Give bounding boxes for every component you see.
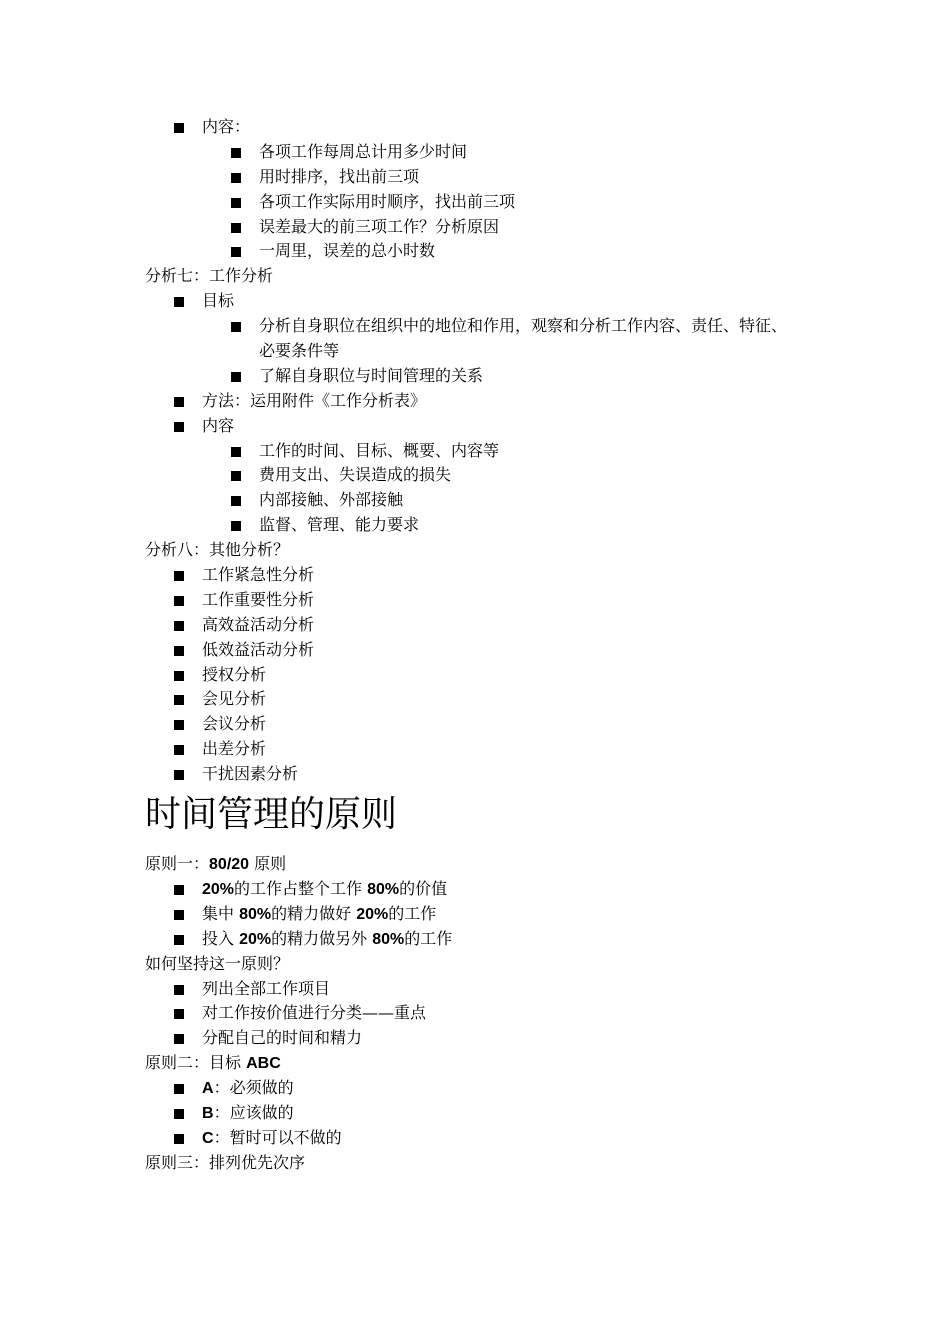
section-label [145,538,845,563]
square-bullet-icon [174,745,184,755]
list-item [145,115,845,140]
item-text: 用时排序，找出前三项 [259,166,420,186]
square-bullet-icon [231,173,241,183]
item-text: 原则二：目标 [145,1053,247,1073]
square-bullet-icon [174,621,184,631]
list-item [145,364,845,389]
item-text: 目标 [202,291,235,311]
item-text: 的精力做另外 [271,928,373,948]
list-item [145,1076,845,1101]
square-bullet-icon [174,123,184,133]
item-text: 低效益活动分析 [202,639,315,659]
item-text: 费用支出、失误造成的损失 [259,465,452,485]
item-text: 的工作占整个工作 [234,878,368,898]
square-bullet-icon [174,1109,184,1119]
item-text: 出差分析 [202,739,267,759]
section-heading: 时间管理的原则 [145,794,398,836]
item-text: 分析七：工作分析 [145,266,274,286]
item-text: 会见分析 [202,689,267,709]
square-bullet-icon [231,471,241,481]
item-text: 内容 [202,415,235,435]
emphasis-text: 80% [367,880,400,898]
list-item [145,239,845,264]
list-item [145,762,845,787]
item-text: 工作紧急性分析 [202,565,315,585]
list-item [145,289,845,314]
item-text: 方法：运用附件《工作分析表》 [202,390,427,410]
item-text: ：应该做的 [213,1102,294,1122]
item-text: 分析八：其他分析？ [145,540,290,560]
list-item [145,1001,845,1026]
section-label [145,1151,845,1176]
principles-list [145,852,845,1176]
list-item [145,902,845,927]
square-bullet-icon [231,223,241,233]
item-text: ：暂时可以不做的 [213,1127,342,1147]
list-item [145,1101,845,1126]
item-text: 原则一： [145,854,210,874]
item-text: 必要条件等 [259,341,340,361]
list-item [145,613,845,638]
item-text: 工作重要性分析 [202,589,315,609]
emphasis-text: 80/20 [209,856,250,874]
list-item [145,877,845,902]
emphasis-text: B [202,1104,214,1122]
list-item [145,588,845,613]
list-item [145,463,845,488]
square-bullet-icon [231,247,241,257]
square-bullet-icon [174,1134,184,1144]
square-bullet-icon [174,1034,184,1044]
item-text: 对工作按价值进行分类——重点 [202,1003,427,1023]
item-text: 各项工作每周总计用多少时间 [259,141,468,161]
section-label [145,952,845,977]
item-text: 集中 [202,903,240,923]
item-text: 如何坚持这一原则？ [145,953,290,973]
square-bullet-icon [231,148,241,158]
list-item [145,687,845,712]
list-item [145,663,845,688]
square-bullet-icon [174,297,184,307]
item-text: ：必须做的 [213,1078,294,1098]
square-bullet-icon [174,646,184,656]
emphasis-text: 80% [239,905,272,923]
square-bullet-icon [231,322,241,332]
list-item [145,190,845,215]
square-bullet-icon [174,720,184,730]
list-item [145,1026,845,1051]
section-label [145,852,845,877]
item-text: 内部接触、外部接触 [259,490,404,510]
item-text: 原则三：排列优先次序 [145,1152,306,1172]
item-text: 误差最大的前三项工作？分析原因 [259,216,500,236]
item-text: 了解自身职位与时间管理的关系 [259,365,484,385]
document-content [145,115,845,1176]
section-label [145,264,845,289]
list-item [145,314,845,339]
item-text: 内容： [202,117,251,136]
item-text: 的价值 [399,878,448,898]
item-text: 监督、管理、能力要求 [259,515,420,535]
item-text: 的工作 [388,903,437,923]
list-item [145,339,845,364]
square-bullet-icon [174,770,184,780]
square-bullet-icon [231,521,241,531]
item-text: 原则 [249,854,287,874]
list-item [145,977,845,1002]
square-bullet-icon [174,596,184,606]
item-text: 一周里，误差的总小时数 [259,241,436,261]
list-item [145,513,845,538]
square-bullet-icon [174,985,184,995]
emphasis-text: 80% [372,930,405,948]
item-text: 分析自身职位在组织中的地位和作用，观察和分析工作内容、责任、特征、 [259,316,788,336]
list-item [145,165,845,190]
list-item [145,563,845,588]
list-item [145,439,845,464]
square-bullet-icon [174,1084,184,1094]
list-item [145,140,845,165]
square-bullet-icon [231,496,241,506]
square-bullet-icon [174,422,184,432]
item-text: 各项工作实际用时顺序，找出前三项 [259,191,516,211]
emphasis-text: C [202,1129,214,1147]
section-label [145,1051,845,1076]
list-item [145,414,845,439]
item-text: 列出全部工作项目 [202,978,331,998]
list-item [145,737,845,762]
square-bullet-icon [174,671,184,681]
item-text: 高效益活动分析 [202,614,315,634]
list-item [145,389,845,414]
item-text: 的精力做好 [271,903,357,923]
list-item [145,638,845,663]
list-item [145,712,845,737]
square-bullet-icon [174,397,184,407]
square-bullet-icon [231,372,241,382]
emphasis-text: 20% [202,880,235,898]
square-bullet-icon [174,1009,184,1019]
list-item [145,215,845,240]
analysis-list [145,115,845,787]
square-bullet-icon [174,695,184,705]
item-text: 干扰因素分析 [202,764,299,784]
square-bullet-icon [174,885,184,895]
square-bullet-icon [174,910,184,920]
emphasis-text: ABC [246,1055,281,1073]
square-bullet-icon [174,935,184,945]
list-item [145,488,845,513]
emphasis-text: A [202,1080,214,1098]
list-item [145,1126,845,1151]
emphasis-text: 20% [356,905,389,923]
item-text: 的工作 [404,928,453,948]
emphasis-text: 20% [239,930,272,948]
item-text: 分配自己的时间和精力 [202,1028,363,1048]
list-item [145,927,845,952]
item-text: 授权分析 [202,664,267,684]
item-text: 会议分析 [202,714,267,734]
square-bullet-icon [231,198,241,208]
item-text: 投入 [202,928,240,948]
item-text: 工作的时间、目标、概要、内容等 [259,440,500,460]
square-bullet-icon [231,447,241,457]
square-bullet-icon [174,571,184,581]
